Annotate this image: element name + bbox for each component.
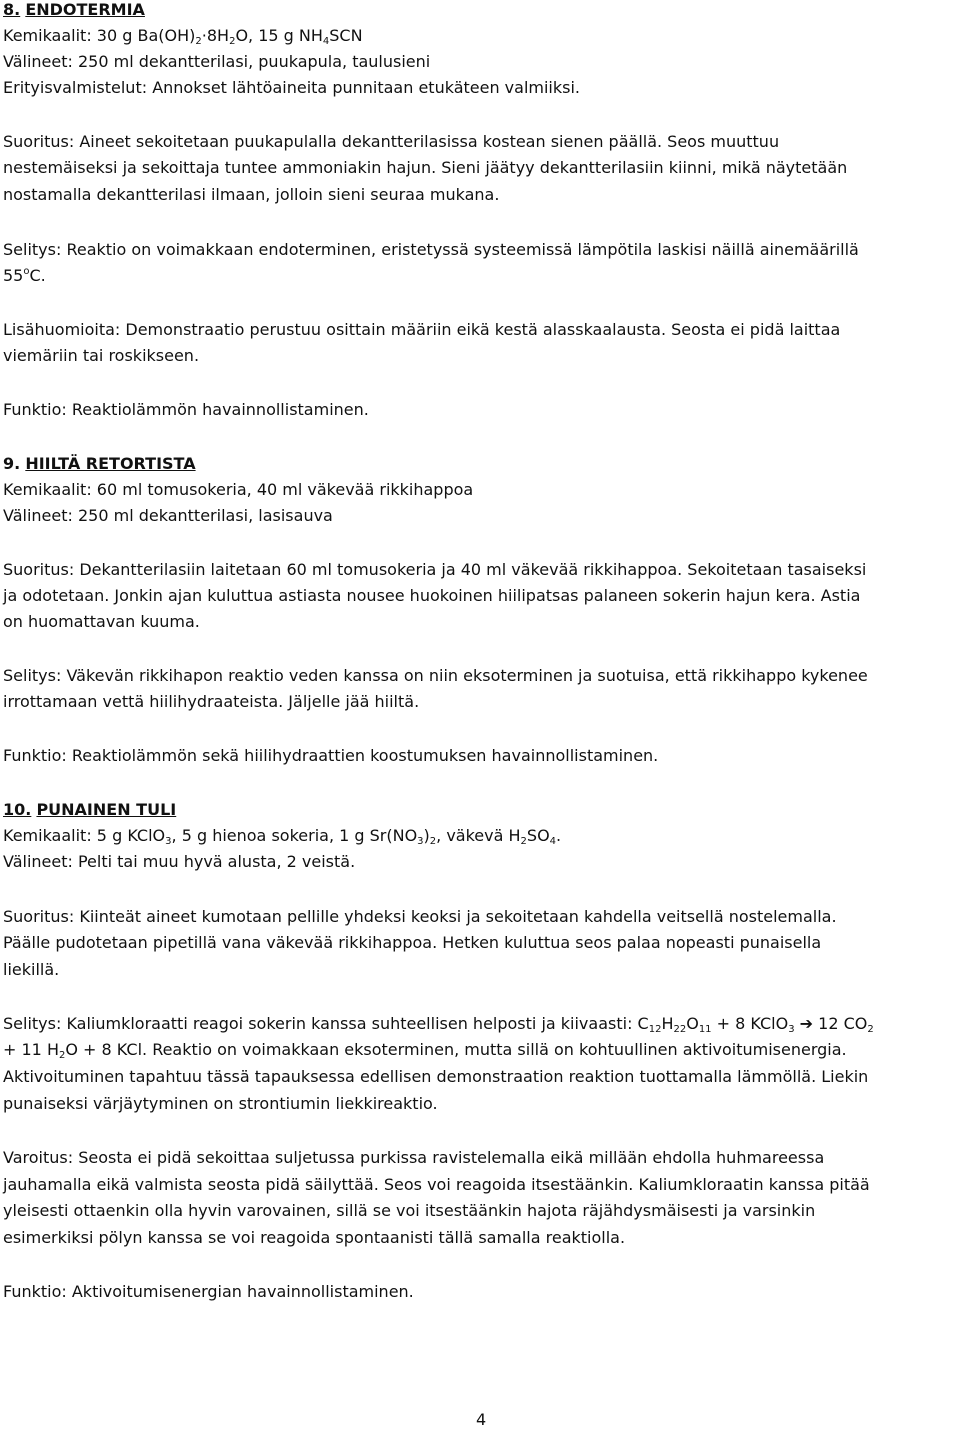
kem-text: ·8H [201, 26, 230, 45]
section-8-funktio: Funktio: Reaktiolämmön havainnollistaminen. [3, 400, 369, 419]
section-10-heading [3, 800, 176, 820]
temp-unit: C. [29, 266, 46, 285]
kem-sub: 4 [549, 836, 557, 847]
section-8-suoritus-line: nostamalla dekantterilasi ilmaan, jolloin sieni seuraa mukana. [3, 185, 500, 204]
section-9-number: 9. [3, 454, 21, 473]
section-8-lisahuomioita-line: viemäriin tai roskikseen. [3, 346, 200, 365]
section-9-funktio: Funktio: Reaktiolämmön sekä hiilihydraattien koostumuksen havainnollistaminen. [3, 746, 659, 765]
section-10-varoitus-line: esimerkiksi pölyn kanssa se voi reagoida spontaanisti tällä samalla reaktiolla. [3, 1228, 626, 1247]
section-9-kemikaalit: Kemikaalit: 60 ml tomusokeria, 40 ml väkevää rikkihappoa [3, 480, 474, 499]
kem-text: , väkevä H [436, 826, 521, 845]
section-8-selitys-line [3, 266, 46, 286]
section-10-number: 10. [3, 800, 32, 819]
section-9-valineet: Välineet: 250 ml dekantterilasi, lasisauva [3, 506, 333, 525]
section-8-suoritus-line: nestemäiseksi ja sekoittaja tuntee ammoniakin hajun. Sieni jäätyy dekantterilasiin kiinni, mikä näytetään [3, 158, 848, 177]
kem-sub: 4 [322, 36, 330, 47]
kem-text: Kemikaalit: 30 g Ba(OH) [3, 26, 196, 45]
section-10-varoitus-line: Varoitus: Seosta ei pidä sekoittaa suljetussa purkissa ravistelemalla eikä millään ehdolla huhmareessa [3, 1148, 825, 1167]
sel-text: + 8 KClO [711, 1014, 789, 1033]
section-10-selitys-line [3, 1040, 847, 1060]
sel-sub: 2 [867, 1024, 874, 1035]
sel-text: 12 CO [818, 1014, 868, 1033]
kem-text: Kemikaalit: 5 g KClO [3, 826, 166, 845]
sel-text: O + 8 KCl. Reaktio on voimakkaan eksoterminen, mutta sillä on kohtuullinen aktivoitumisenergia. [65, 1040, 847, 1059]
section-10-funktio: Funktio: Aktivoitumisenergian havainnollistaminen. [3, 1282, 414, 1301]
kem-sub: 3 [165, 836, 172, 847]
sel-text: Selitys: Kaliumkloraatti reagoi sokerin kanssa suhteellisen helposti ja kiivaasti: C [3, 1014, 649, 1033]
section-10-title: PUNAINEN TULI [36, 800, 177, 819]
sel-sub: 2 [58, 1050, 66, 1061]
section-10-kemikaalit [3, 826, 561, 846]
section-9-selitys-line: Selitys: Väkevän rikkihapon reaktio veden kanssa on niin eksoterminen ja suotuisa, että rikkihappo kykenee [3, 666, 868, 685]
section-8-selitys-line: Selitys: Reaktio on voimakkaan endoterminen, eristetyssä systeemissä lämpötila laskisi näillä ainemäärillä [3, 240, 859, 259]
section-8-suoritus-line: Suoritus: Aineet sekoitetaan puukapulalla dekantterilasissa kostean sienen päällä. Seos muuttuu [3, 132, 780, 151]
kem-sub: 2 [429, 836, 437, 847]
section-8-number: 8. [3, 0, 21, 19]
sel-sub: 11 [698, 1024, 712, 1035]
section-10-varoitus-line: jauhamalla eikä valmista seosta pidä säilyttää. Seos voi reagoida itsestäänkin. Kaliumkloraatin kanssa pitää [3, 1175, 870, 1194]
sel-text: O [686, 1014, 699, 1033]
section-10-varoitus-line: yleisesti ottaenkin olla hyvin varovainen, sillä se voi itsestäänkin hajota räjähdysmäisesti ja varsinkin [3, 1201, 816, 1220]
kem-text: SCN [329, 26, 363, 45]
section-8-heading [3, 0, 145, 20]
section-10-selitys-line [3, 1014, 874, 1034]
section-8-kemikaalit [3, 26, 363, 46]
kem-sub: 3 [417, 836, 424, 847]
kem-text: . [556, 826, 562, 845]
section-9-suoritus-line: ja odotetaan. Jonkin ajan kuluttua astiasta nousee huokoinen hiilipatsas palaneen sokerin hajun kera. Astia [3, 586, 861, 605]
kem-sub: 2 [229, 36, 236, 47]
sel-sub: 12 [648, 1024, 662, 1035]
kem-text: , 5 g hienoa sokeria, 1 g Sr(NO [171, 826, 418, 845]
section-8-valineet: Välineet: 250 ml dekantterilasi, puukapula, taulusieni [3, 52, 431, 71]
kem-text: SO [526, 826, 550, 845]
sel-text: H [661, 1014, 674, 1033]
kem-sub: 2 [195, 36, 202, 47]
section-8-lisahuomioita-line: Lisähuomioita: Demonstraatio perustuu osittain määriin eikä kestä alasskaalausta. Seosta ei pidä laittaa [3, 320, 841, 339]
section-9-suoritus-line: Suoritus: Dekantterilasiin laitetaan 60 ml tomusokeria ja 40 ml väkevää rikkihappoa. Sekoitetaan tasaiseksi [3, 560, 867, 579]
arrow-icon: ➔ [794, 1014, 819, 1033]
section-10-selitys-line: punaiseksi värjäytyminen on strontiumin liekkireaktio. [3, 1094, 438, 1113]
kem-text: O, 15 g NH [235, 26, 323, 45]
section-10-suoritus-line: Päälle pudotetaan pipetillä vana väkevää rikkihappoa. Hetken kuluttua seos palaa nopeasti punaisella [3, 933, 822, 952]
section-10-selitys-line: Aktivoituminen tapahtuu tässä tapauksessa edellisen demonstraation reaktion tuottamalla lämmöllä. Liekin [3, 1067, 869, 1086]
section-10-valineet: Välineet: Pelti tai muu hyvä alusta, 2 veistä. [3, 852, 356, 871]
section-10-suoritus-line: Suoritus: Kiinteät aineet kumotaan pellille yhdeksi keoksi ja sekoitetaan kahdella veitsellä nostelemalla. [3, 907, 837, 926]
degree-sup: o [23, 266, 30, 277]
section-10-suoritus-line: liekillä. [3, 960, 60, 979]
section-9-title: HIILTÄ RETORTISTA [25, 454, 196, 473]
section-8-title: ENDOTERMIA [25, 0, 145, 19]
section-8-erityisvalmistelut: Erityisvalmistelut: Annokset lähtöaineita punnitaan etukäteen valmiiksi. [3, 78, 581, 97]
sel-sub: 22 [673, 1024, 687, 1035]
sel-sub: 3 [788, 1024, 795, 1035]
sel-text: + 11 H [3, 1040, 59, 1059]
temp-value: 55 [3, 266, 24, 285]
section-9-suoritus-line: on huomattavan kuuma. [3, 612, 200, 631]
kem-sub: 2 [520, 836, 527, 847]
section-9-heading [3, 454, 196, 474]
page-number: 4 [476, 1410, 487, 1429]
kem-text: ) [423, 826, 430, 845]
section-9-selitys-line: irrottamaan vettä hiilihydraateista. Jäljelle jää hiiltä. [3, 692, 420, 711]
